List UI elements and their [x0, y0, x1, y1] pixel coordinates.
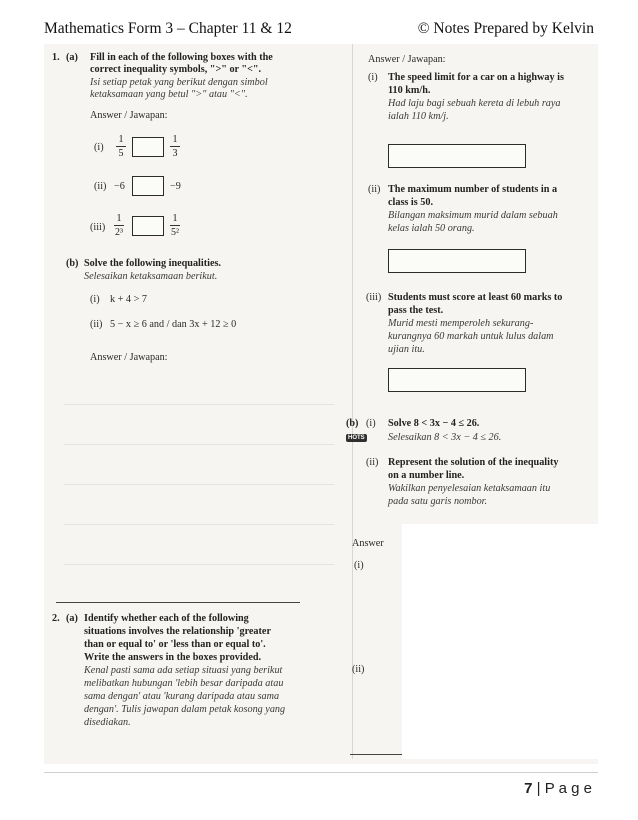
right-answer-label: Answer / Jawapan:: [368, 54, 446, 65]
q1a-en-line2: correct inequality symbols, ">" or "<".: [90, 64, 262, 75]
q2b-i-label: (i): [366, 418, 376, 429]
working-line: [64, 564, 334, 565]
q1b-answer-label: Answer / Jawapan:: [90, 352, 168, 363]
page-header: [0, 0, 638, 40]
q2a-en-line2: situations involves the relationship 'greater: [84, 626, 271, 637]
q2a-ms-line4: dengan'. Tulis jawapan dalam petak kosong yang: [84, 704, 286, 715]
working-line: [64, 484, 334, 485]
q1b-ms: Selesaikan ketaksamaan berikut.: [84, 271, 218, 282]
answer-i-label: (i): [354, 560, 364, 571]
q2a-ii-label: (ii): [368, 184, 381, 195]
q1a-en-line1: Fill in each of the following boxes with the: [90, 52, 273, 63]
q1a-item-ii-label: (ii): [94, 181, 107, 192]
q2a-iii-ms-line2: kurangnya 60 markah untuk lulus dalam: [388, 331, 554, 342]
answer-ii-label: (ii): [352, 664, 365, 675]
q2b-ii-en-line2: on a number line.: [388, 470, 465, 481]
q1a-i-answer-box[interactable]: [132, 137, 164, 157]
q2a-ii-en-line2: class is 50.: [388, 197, 433, 208]
question-separator: [56, 602, 300, 603]
q2a-ms-line1: Kenal pasti sama ada setiap situasi yang berikut: [84, 665, 283, 676]
q2a-iii-ms-line1: Murid mesti memperoleh sekurang-: [388, 318, 534, 329]
column-divider: [352, 44, 353, 759]
q1-number: 1.: [52, 52, 60, 63]
q1b-ii-label: (ii): [90, 319, 103, 330]
working-line: [64, 444, 334, 445]
q2a-iii-ms-line3: ujian itu.: [388, 344, 425, 355]
answer-underline: [350, 754, 410, 755]
q1a-ii-right: −9: [170, 181, 181, 192]
q2a-label: (a): [66, 613, 78, 624]
q1a-item-iii-label: (iii): [90, 222, 106, 233]
q1b-ii-expression: 5 − x ≥ 6 and / dan 3x + 12 ≥ 0: [110, 319, 237, 330]
working-line: [64, 404, 334, 405]
q1a-item-i-label: (i): [94, 142, 104, 153]
q1a-ms-line2: ketaksamaan yang betul ">" atau "<".: [90, 89, 248, 100]
q1a-ms-line1: Isi setiap petak yang berikut dengan simbol: [90, 77, 268, 88]
q2a-i-en-line1: The speed limit for a car on a highway is: [388, 72, 564, 83]
working-line: [64, 524, 334, 525]
q1a-answer-label: Answer / Jawapan:: [90, 110, 168, 121]
q2a-ms-line3: sama dengan' atau 'kurang daripada atau sama: [84, 691, 280, 702]
q2-number: 2.: [52, 613, 60, 624]
q2b-label: (b): [346, 418, 359, 429]
header-author: © Notes Prepared by Kelvin: [417, 20, 594, 37]
q2a-ms-line5: disediakan.: [84, 717, 131, 728]
q1a-i-left-fraction: 1 5: [116, 134, 126, 159]
q1a-iii-right-fraction: 1 5²: [171, 213, 179, 238]
q1a-label: (a): [66, 52, 78, 63]
q2a-iii-label: (iii): [366, 292, 382, 303]
left-column: [44, 44, 344, 759]
q2b-ii-en-line1: Represent the solution of the inequality: [388, 457, 559, 468]
answer-label-cut: Answer: [352, 538, 384, 549]
q2a-i-ms-line1: Had laju bagi sebuah kereta di lebuh raya: [388, 98, 561, 109]
q2a-i-answer-box[interactable]: [388, 144, 526, 168]
q2a-en-line3: than or equal to' or 'less than or equal to'.: [84, 639, 266, 650]
page-separator: |: [536, 780, 541, 797]
q1a-iii-left-fraction: 1 2³: [115, 213, 123, 238]
scanned-worksheet: [44, 44, 598, 764]
q2a-en-line1: Identify whether each of the following: [84, 613, 249, 624]
q2b-i-ms: Selesaikan 8 < 3x − 4 ≤ 26.: [388, 432, 502, 443]
q2a-ii-answer-box[interactable]: [388, 249, 526, 273]
masked-answer-area: [402, 524, 598, 759]
page-footer: [524, 780, 592, 797]
q2a-ii-ms-line1: Bilangan maksimum murid dalam sebuah: [388, 210, 558, 221]
q2a-iii-en-line2: pass the test.: [388, 305, 444, 316]
q1a-i-right-fraction: 1 3: [170, 134, 180, 159]
q1b-i-expression: k + 4 > 7: [110, 294, 147, 305]
q2a-en-line4: Write the answers in the boxes provided.: [84, 652, 262, 663]
q2b-ii-ms-line2: pada satu garis nombor.: [388, 496, 488, 507]
q1b-label: (b): [66, 258, 79, 269]
q1a-iii-answer-box[interactable]: [132, 216, 164, 236]
q1a-ii-answer-box[interactable]: [132, 176, 164, 196]
q2a-ii-en-line1: The maximum number of students in a: [388, 184, 558, 195]
q2a-i-label: (i): [368, 72, 378, 83]
q2a-ms-line2: melibatkan hubungan 'lebih besar daripada atau: [84, 678, 284, 689]
q2a-iii-en-line1: Students must score at least 60 marks to: [388, 292, 563, 303]
q2b-ii-ms-line1: Wakilkan penyelesaian ketaksamaan itu: [388, 483, 551, 494]
q1b-en: Solve the following inequalities.: [84, 258, 221, 269]
q2a-iii-answer-box[interactable]: [388, 368, 526, 392]
q1a-ii-left: −6: [114, 181, 125, 192]
hots-badge: HOTS: [348, 435, 365, 441]
q2a-ii-ms-line2: kelas ialah 50 orang.: [388, 223, 475, 234]
q2a-i-ms-line2: ialah 110 km/j.: [388, 111, 449, 122]
page-word: P a g e: [544, 780, 592, 797]
q1b-i-label: (i): [90, 294, 100, 305]
page-number: 7: [524, 780, 533, 797]
q2a-i-en-line2: 110 km/h.: [388, 85, 431, 96]
header-title: Mathematics Form 3 – Chapter 11 & 12: [44, 20, 292, 37]
q2b-i-en: Solve 8 < 3x − 4 ≤ 26.: [388, 418, 480, 429]
footer-rule: [44, 772, 598, 773]
q2b-ii-label: (ii): [366, 457, 379, 468]
